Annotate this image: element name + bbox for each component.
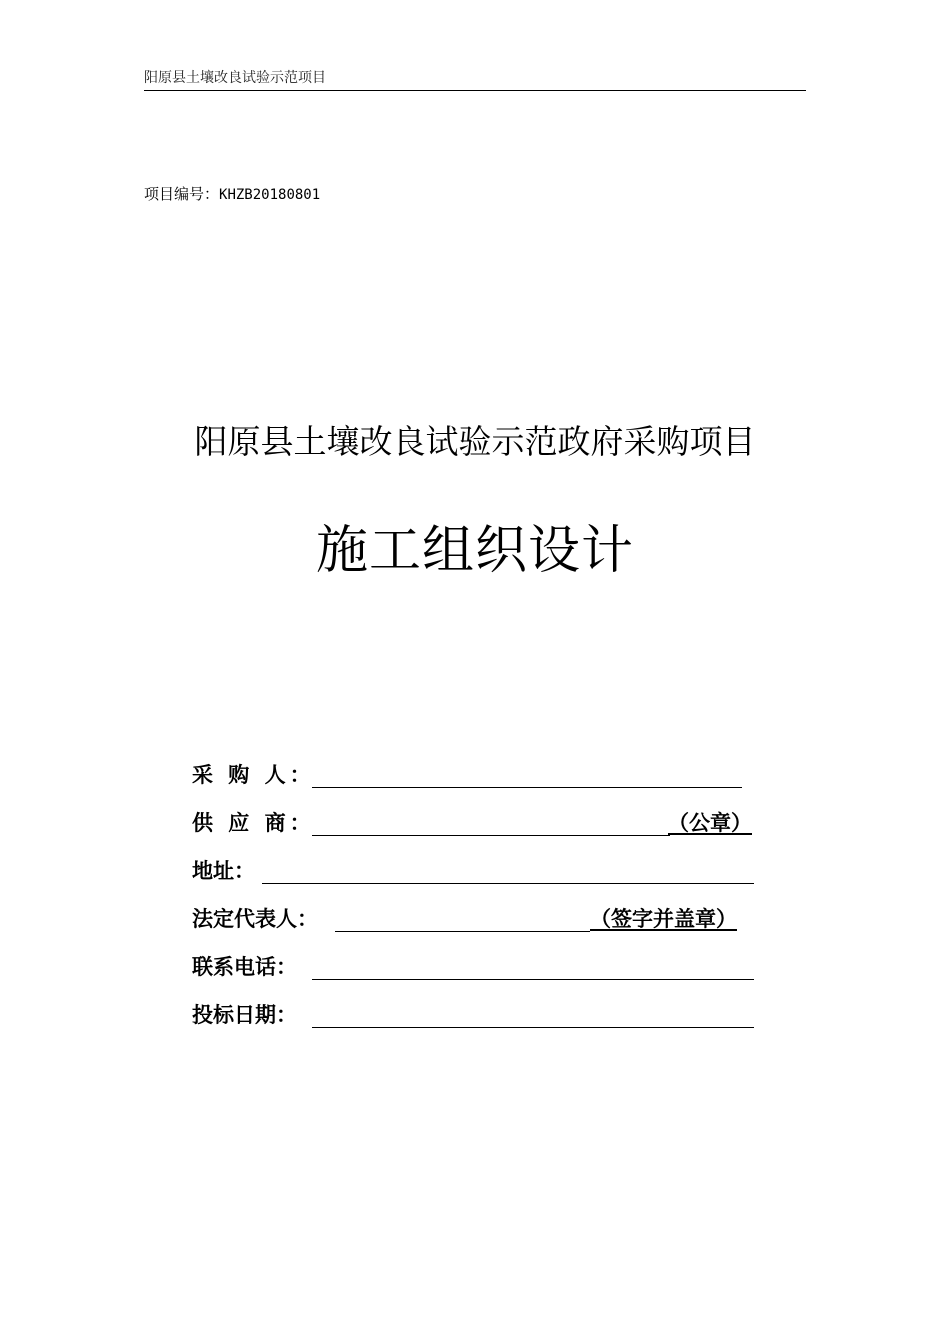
address-row (192, 844, 762, 892)
project-title: 阳原县土壤改良试验示范政府采购项目 (194, 422, 756, 461)
bid-date-row (192, 988, 762, 1036)
purchaser-field-line[interactable] (312, 787, 742, 788)
running-header-title: 阳原县土壤改良试验示范项目 (144, 70, 326, 86)
phone-field-line[interactable] (312, 979, 754, 980)
supplier-row (192, 796, 762, 844)
phone-label: 联系电话： (192, 955, 297, 979)
project-number-value: KHZB20180801 (219, 187, 321, 203)
supplier-seal-note: （公章） (668, 811, 752, 835)
bid-date-label: 投标日期： (192, 1003, 297, 1027)
supplier-field-line[interactable] (312, 835, 670, 836)
bid-date-field-line[interactable] (312, 1027, 754, 1028)
purchaser-label: 采 购 人： (192, 763, 315, 787)
address-field-line[interactable] (262, 883, 754, 884)
legal-representative-label: 法定代表人： (192, 907, 318, 931)
purchaser-row (192, 748, 762, 796)
address-label: 地址： (192, 859, 255, 883)
document-type-title: 施工组织设计 (315, 521, 634, 581)
phone-row (192, 940, 762, 988)
supplier-label: 供 应 商： (192, 811, 315, 835)
project-number-label: 项目编号： (144, 185, 220, 203)
project-number (144, 184, 320, 205)
legal-representative-field-line[interactable] (335, 931, 590, 932)
running-header (144, 68, 806, 91)
legal-representative-sign-note: （签字并盖章） (590, 907, 737, 931)
bidder-info-form (192, 748, 762, 1036)
legal-representative-row (192, 892, 762, 940)
